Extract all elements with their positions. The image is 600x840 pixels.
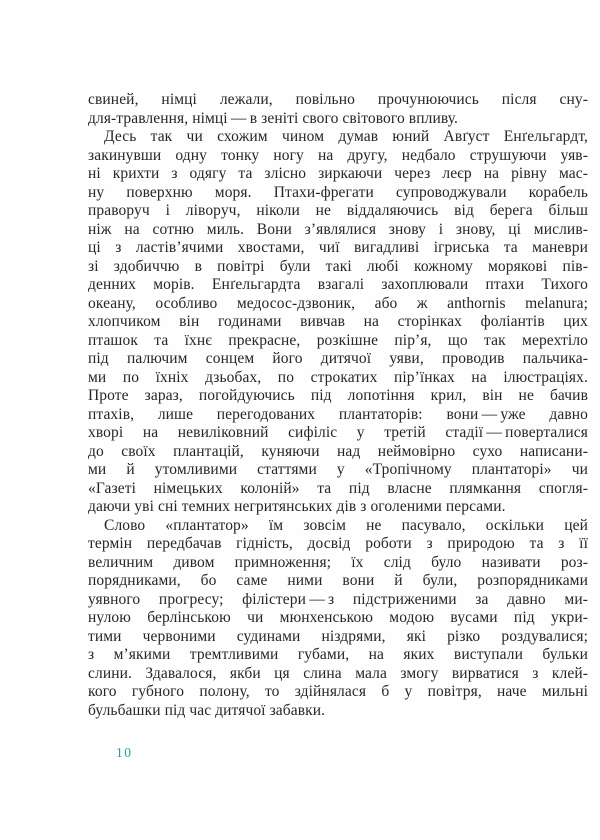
text-line: ну поверхню моря. Птахи-фрегати супроводжували корабель — [88, 183, 588, 201]
text-line: денних морів. Енґельгардта взагалі захоплювали птахи Тихого — [88, 276, 588, 293]
text-line: ми й утомливими статтями у «Тропічному плантаторі» чи — [88, 461, 588, 478]
text-line: пташок та їхнє прекрасне, розкішне пір’я, що так мерехтіло — [88, 331, 588, 349]
text-line: Проте зараз, погойдуючись під лопотіння крил, він не бачив — [88, 387, 588, 404]
page-number: 10 — [116, 745, 133, 760]
text-line: тими червоними судинами ніздрями, які різко роздувалися; — [88, 627, 588, 645]
text-line: величним дивом примноження; їх слід було називати роз- — [88, 553, 588, 571]
text-line: хворі на невиліковний сифіліс у третій стадії — поверталися — [88, 424, 588, 441]
text-line: «Газеті німецьких колоній» та під власне плямкання спогля- — [88, 479, 588, 497]
text-line: Десь так чи схожим чином думав юний Авґуст Енґельгардт, — [104, 128, 588, 145]
text-line: хлопчиком він годинами вивчав на сторінках фоліантів цих — [88, 313, 588, 330]
text-line: зі здобиччю в повітрі були такі любі кожному морякові пів- — [88, 257, 588, 275]
text-line: слини. Здавалося, якби ця слина мала змогу вирватися з клей- — [88, 664, 588, 682]
text-line: порядниками, бо саме ними вони й були, розпорядниками — [88, 572, 588, 589]
body-text — [88, 91, 588, 720]
text-line: бульбашки під час дитячої забавки. — [88, 701, 326, 719]
text-line: праворуч і ліворуч, ніколи не віддаляючись від берега більш — [88, 202, 588, 219]
text-line: птахів, лише перегодованих плантаторів: вони — уже давно — [88, 405, 588, 423]
text-line: океану, особливо медосос-дзвоник, або ж anthornis melanura; — [88, 294, 588, 312]
text-line: Слово «плантатор» їм зовсім не пасувало, оскільки цей — [104, 516, 588, 534]
text-line: термін передбачав гідність, досвід роботи з природою та з її — [88, 535, 588, 552]
text-line: даючи уві сні темних негритянських дів з оголеними персами. — [88, 498, 506, 515]
text-line: ми по їхніх дзьобах, по строкатих пір’їнках на ілюстраціях. — [88, 368, 588, 386]
text-line: ніж на сотню миль. Вони з’являлися знову і знову, ці мислив- — [88, 220, 588, 238]
text-line: свиней, німці лежали, повільно прочунюючись після сну- — [88, 91, 588, 108]
text-line: закинувши одну тонку ногу на другу, недбало струшуючи уяв- — [88, 146, 588, 164]
text-line: ні крихти з одягу та злісно зиркаючи через леєр на рівну мас- — [88, 165, 588, 182]
text-line: до своїх плантацій, куняючи над неймовірно сухо написани- — [88, 442, 588, 460]
text-line: нулою берлінською чи мюнхенською модою вусами під укри- — [88, 609, 588, 626]
text-line: кого губного полону, то здійнялася б у повітря, наче мильні — [88, 683, 588, 700]
text-line: ці з ластів’ячими хвостами, чиї вигадливі ігриська та маневри — [88, 239, 588, 256]
text-line: з м’якими тремтливими губами, на яких виступали бульки — [88, 646, 588, 663]
text-line: уявного прогресу; філістери — з підстриженими за давно ми- — [88, 590, 588, 608]
text-line: під палючим сонцем його дитячої уяви, проводив пальчика- — [88, 350, 588, 367]
text-line: для-травлення, німці — в зеніті свого світового впливу. — [88, 109, 458, 127]
